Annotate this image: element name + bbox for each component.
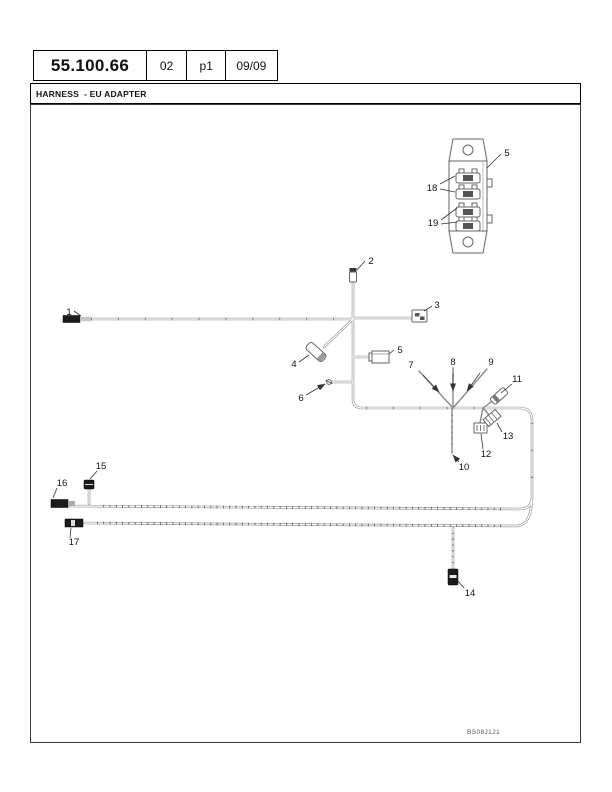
branch-wires xyxy=(419,368,495,453)
callout-8: 8 xyxy=(450,357,456,368)
header-page-number: p1 xyxy=(186,50,226,81)
page-title: HARNESS - EU ADAPTER xyxy=(36,88,147,99)
diagram-area xyxy=(30,104,581,743)
callout-12: 12 xyxy=(480,449,492,460)
callout-3: 3 xyxy=(434,300,440,311)
fastener-6 xyxy=(326,380,333,385)
callout-19: 19 xyxy=(427,218,439,229)
callout-17: 17 xyxy=(68,537,80,548)
connector-12 xyxy=(474,423,487,433)
connector-5-box xyxy=(369,351,389,363)
fuse-block xyxy=(449,139,492,253)
harness-diagram xyxy=(31,105,582,743)
callout-9: 9 xyxy=(488,357,494,368)
callout-10: 10 xyxy=(458,462,470,473)
callout-18: 18 xyxy=(426,183,438,194)
clip-15 xyxy=(84,480,94,489)
callout-4: 4 xyxy=(291,359,297,370)
section-code: 55.100.66 xyxy=(33,50,147,81)
header-date: 09/09 xyxy=(225,50,278,81)
connector-3 xyxy=(412,310,427,322)
figure-code: BS08J121 xyxy=(467,729,501,736)
callout-2: 2 xyxy=(368,256,374,267)
callout-5-fuse-block: 5 xyxy=(504,148,510,159)
connector-2 xyxy=(350,268,357,282)
callout-7: 7 xyxy=(408,360,414,371)
callout-14: 14 xyxy=(464,588,476,599)
callout-15: 15 xyxy=(95,461,107,472)
callout-1: 1 xyxy=(66,307,72,318)
connector-14 xyxy=(448,569,458,585)
callout-16: 16 xyxy=(56,478,68,489)
connector-4 xyxy=(305,341,327,362)
callout-5-connector: 5 xyxy=(397,345,403,356)
callout-11: 11 xyxy=(512,374,522,385)
title-bar xyxy=(30,83,581,104)
callout-13: 13 xyxy=(502,431,514,442)
connector-17 xyxy=(65,519,83,527)
header-table xyxy=(33,50,278,81)
callout-6: 6 xyxy=(298,393,304,404)
header-revision: 02 xyxy=(146,50,188,81)
harness-wires xyxy=(68,279,532,571)
